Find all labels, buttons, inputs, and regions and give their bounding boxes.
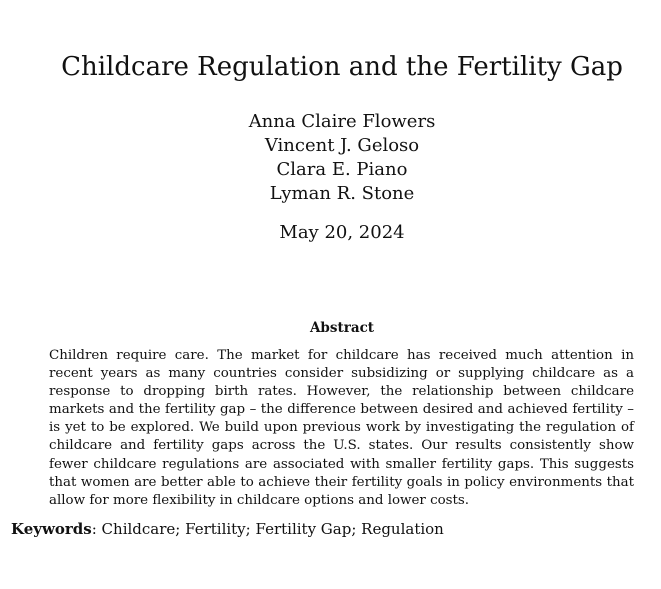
author-name: Clara E. Piano <box>276 159 408 180</box>
keywords-text: : Childcare; Fertility; Fertility Gap; Regulation <box>91 520 444 538</box>
abstract-heading: Abstract <box>309 320 375 336</box>
publication-date: May 20, 2024 <box>279 222 405 243</box>
abstract-text: Children require care. The market for childcare has received much attention in recent years as many countries consider subsidizing or supplying childcare as a response to dropping birth rates. However, the relationship between childcare markets and the fertility gap – the difference between desired and achieved fertility – is yet to be explored. We build upon previous work by investigating the regulation of childcare and fertility gaps across the U.S. states. Our results consistently show fewer childcare regulations are associated with smaller fertility gaps. This suggests that women are better able to achieve their fertility goals in policy environments that allow for more flexibility in childcare options and lower costs. <box>49 348 634 508</box>
keywords-label: Keywords <box>11 520 92 538</box>
author-list <box>0 110 661 206</box>
author-name: Lyman R. Stone <box>269 183 415 204</box>
paper-title: Childcare Regulation and the Fertility Gap <box>61 52 623 82</box>
keywords-line <box>11 520 651 538</box>
author-name: Vincent J. Geloso <box>264 135 420 156</box>
author-name: Anna Claire Flowers <box>248 111 436 132</box>
